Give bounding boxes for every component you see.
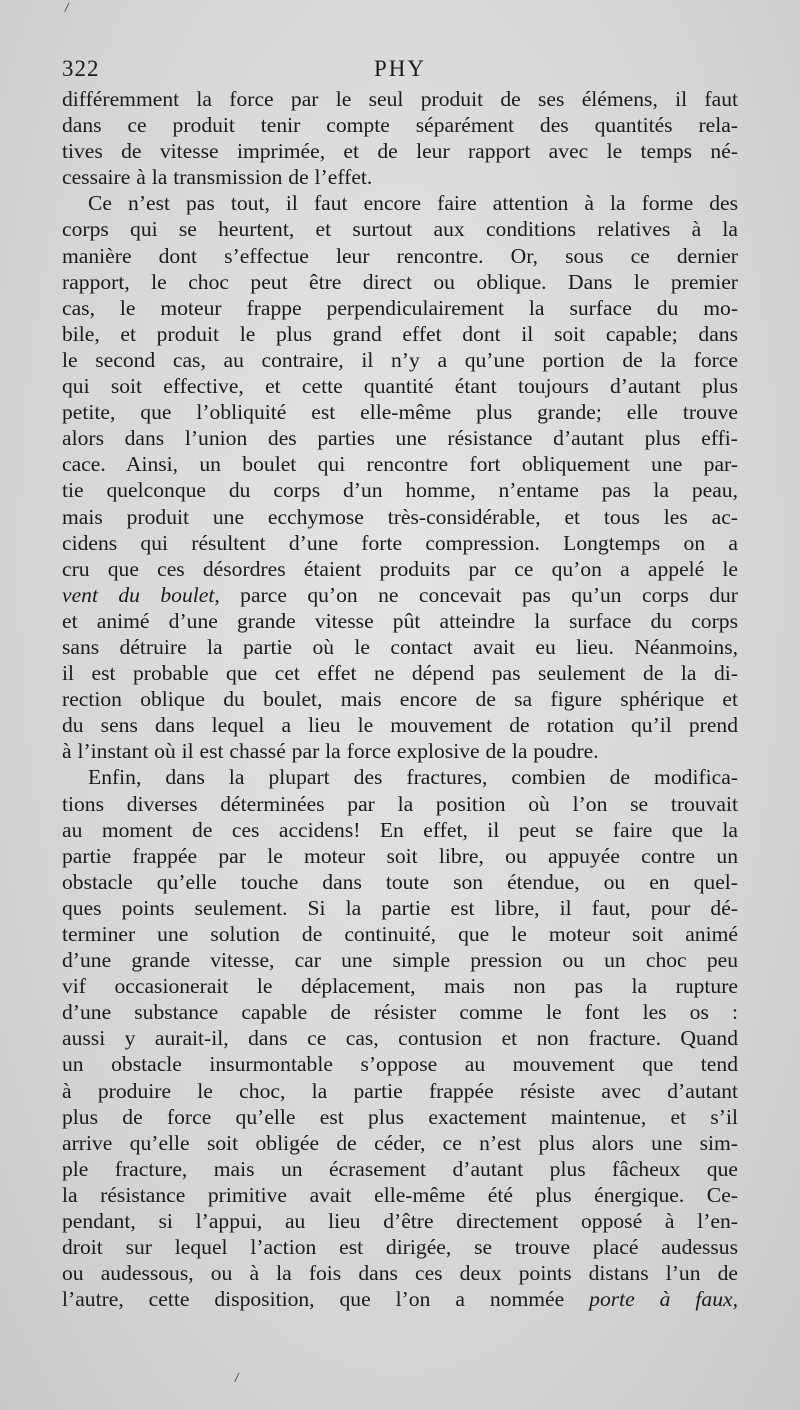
- book-page: [62, 52, 738, 1312]
- text-line: terminer une solution de continuité, que le moteur soit animé: [62, 922, 738, 946]
- text-line: dans ce produit tenir compte séparément des quantités rela-: [62, 113, 738, 138]
- text-line: ques points seulement. Si la partie est libre, il faut, pour dé-: [62, 895, 738, 920]
- text-line: cessaire à la transmission de l’effet.: [62, 165, 373, 190]
- text-line: rapport, le choc peut être direct ou oblique. Dans le premier: [62, 269, 738, 294]
- text-line: cace. Ainsi, un boulet qui rencontre fort obliquement une par-: [62, 452, 738, 477]
- text-line: aussi y aurait-il, dans ce cas, contusion et non fracture. Quand: [62, 1026, 738, 1051]
- text-line: au moment de ces accidens! En effet, il peut se faire que la: [62, 817, 738, 842]
- text-line: corps qui se heurtent, et surtout aux conditions relatives à la: [62, 217, 738, 242]
- text-line: tions diverses déterminées par la position où l’on se trouvait: [62, 791, 738, 816]
- text-line: droit sur lequel l’action est dirigée, se trouve placé audessus: [62, 1235, 738, 1260]
- text-line: plus de force qu’elle est plus exactement maintenue, et s’il: [62, 1104, 738, 1129]
- text-line: et animé d’une grande vitesse pût atteindre la surface du corps: [62, 608, 738, 633]
- paper-speck: [234, 1373, 246, 1386]
- text-line: il est probable que cet effet ne dépend pas seulement de la di-: [62, 661, 738, 686]
- text-line: cru que ces désordres étaient produits par ce qu’on a appelé le: [62, 556, 738, 581]
- text-line: rection oblique du boulet, mais encore de sa figure sphérique et: [62, 687, 738, 712]
- text-line: ple fracture, mais un écrasement d’autant plus fâcheux que: [62, 1156, 738, 1181]
- text-line: pendant, si l’appui, au lieu d’être directement opposé à l’en-: [62, 1209, 738, 1234]
- text-line: d’une grande vitesse, car une simple pression ou un choc peu: [62, 948, 738, 973]
- page-header: [62, 52, 738, 86]
- text-line: bile, et produit le plus grand effet dont il soit capable; dans: [62, 321, 738, 346]
- text-line: un obstacle insurmontable s’oppose au mouvement que tend: [62, 1052, 738, 1077]
- text-line: le second cas, au contraire, il n’y a qu’une portion de la force: [62, 347, 738, 372]
- running-head: PHY: [373, 56, 426, 81]
- text-line: cas, le moteur frappe perpendiculairement la surface du mo-: [62, 295, 738, 320]
- text-line: à produire le choc, la partie frappée résiste avec d’autant: [62, 1078, 738, 1103]
- text-line: d’une substance capable de résister comme le font les os :: [62, 1000, 738, 1025]
- text-line: la résistance primitive avait elle-même été plus énergique. Ce-: [62, 1182, 738, 1207]
- text-line: manière dont s’effectue leur rencontre. Or, sous ce dernier: [62, 243, 738, 268]
- text-line: Ce n’est pas tout, il faut encore faire attention à la forme des: [88, 191, 738, 216]
- text-line: à l’instant où il est chassé par la force explosive de la poudre.: [62, 739, 599, 764]
- text-line: obstacle qu’elle touche dans toute son étendue, ou en quel-: [62, 869, 738, 894]
- text-line: mais produit une ecchymose très-considérable, et tous les ac-: [62, 504, 738, 529]
- text-line: arrive qu’elle soit obligée de céder, ce n’est plus alors une sim-: [62, 1130, 738, 1155]
- page-number: 322: [62, 56, 100, 81]
- italic-phrase: porte à faux,: [589, 1287, 738, 1312]
- text-line: l’autre, cette disposition, que l’on a nommée porte à faux,: [62, 1287, 738, 1312]
- text-line: alors dans l’union des parties une résistance d’autant plus effi-: [62, 426, 738, 451]
- paper-speck: [64, 3, 76, 16]
- text-line: ou audessous, ou à la fois dans ces deux points distans l’un de: [62, 1261, 738, 1286]
- text-line: petite, que l’obliquité est elle-même plus grande; elle trouve: [62, 400, 738, 425]
- text-line: Enfin, dans la plupart des fractures, combien de modifica-: [88, 765, 738, 790]
- text-line: différemment la force par le seul produit de ses élémens, il faut: [62, 87, 738, 111]
- text-line: du sens dans lequel a lieu le mouvement de rotation qu’il prend: [62, 713, 738, 738]
- text-line: cidens qui résultent d’une forte compression. Longtemps on a: [62, 530, 738, 555]
- text-line: vif occasionerait le déplacement, mais non pas la rupture: [62, 974, 738, 999]
- text-line: partie frappée par le moteur soit libre, ou appuyée contre un: [62, 843, 738, 868]
- text-line: sans détruire la partie où le contact avait eu lieu. Néanmoins,: [62, 634, 738, 659]
- italic-phrase: vent du boulet: [62, 582, 215, 607]
- text-line: tives de vitesse imprimée, et de leur rapport avec le temps né-: [62, 139, 738, 164]
- body-text: [62, 86, 738, 1312]
- text-line: vent du boulet, parce qu’on ne concevait pas qu’un corps dur: [62, 582, 738, 607]
- text-line: qui soit effective, et cette quantité étant toujours d’autant plus: [62, 374, 738, 399]
- text-line: tie quelconque du corps d’un homme, n’entame pas la peau,: [62, 478, 738, 503]
